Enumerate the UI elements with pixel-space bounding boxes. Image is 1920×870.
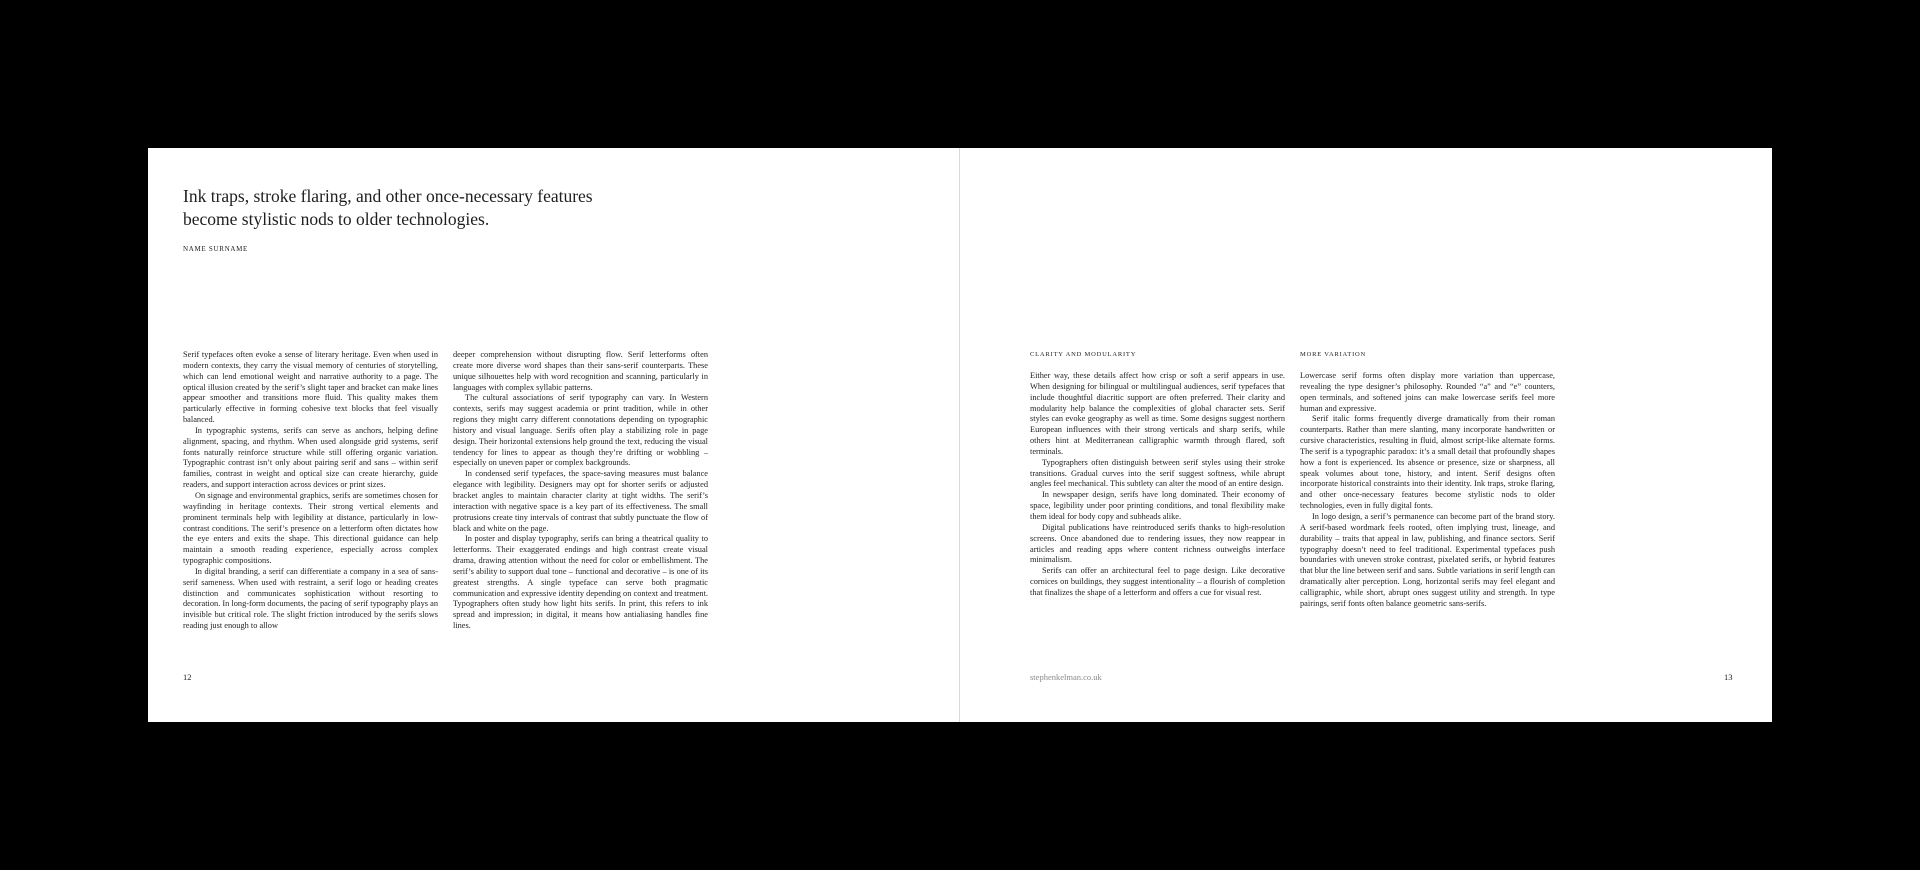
paragraph: deeper comprehension without disrupting flow. Serif letterforms often create more diverse word shapes than their sans-serif counterparts. These unique silhouettes help with word recognition and scanning, particularly in languages with complex syllabic patterns. xyxy=(453,350,708,392)
section-heading-variation: MORE VARIATION xyxy=(1300,351,1367,358)
paragraph: The cultural associations of serif typography can vary. In Western contexts, serifs may suggest academia or print tradition, while in other regions they might carry different connotations depending on typographic history and visual language. Serifs often play a stabilizing role in page design. Their horizontal extensions help ground the text, reducing the visual tendency for lines to appear as though they’re drifting or wobbling – especially on uneven paper or complex backgrounds. xyxy=(453,393,708,468)
paragraph: In logo design, a serif’s permanence can become part of the brand story. A serif-based wordmark feels rooted, often implying trust, lineage, and durability – traits that appeal in law, publishing, and finance sectors. Serif typography doesn’t need to feel traditional. Experimental typefaces push boundaries with uneven stroke contrast, pixelated serifs, or hybrid features that blur the line between serif and sans. Subtle variations in serif length can dramatically alter perception. Long, horizontal serifs may feel elegant and calligraphic, while short, abrupt ones suggest utility and strength. In type pairings, serif fonts often balance geometric sans-serifs. xyxy=(1300,511,1555,608)
website-footer: stephenkelman.co.uk xyxy=(1030,672,1102,682)
paragraph: In condensed serif typefaces, the space-saving measures must balance elegance with legibility. Designers may opt for shorter serifs or adjusted bracket angles to maintain character clarity at tight widths. The serif’s interaction with negative space is a key part of its effectiveness. The small protrusions create tiny intervals of contrast that subtly punctuate the flow of black and white on the page. xyxy=(453,469,708,533)
page-number-right: 13 xyxy=(1724,672,1733,682)
paragraph: Typographers often distinguish between serif styles using their stroke transitions. Gradual curves into the serif suggest softness, while abrupt angles feel mechanical. This subtlety can alter the mood of an entire design. xyxy=(1030,457,1285,489)
paragraph: In poster and display typography, serifs can bring a theatrical quality to letterforms. Their exaggerated endings and high contrast create visual drama, drawing attention without the need for color or embellishment. The serif’s ability to support dual tone – functional and decorative – is one of its greatest strengths. A single typeface can serve both pragmatic communication and expressive identity depending on context and treatment. Typographers often study how light hits serifs. In print, this refers to ink spread and impression; in digital, it means how antialiasing handles fine lines. xyxy=(453,534,708,631)
book-spread xyxy=(148,148,1772,722)
paragraph: Serif italic forms frequently diverge dramatically from their roman counterparts. Rather than mere slanting, many incorporate handwritten or cursive characteristics, resulting in fluid, almost script-like alternate forms. The serif is a typographic paradox: it’s a small detail that profoundly shapes how a font is experienced. Its absence or presence, size or sharpness, all speak volumes about tone, history, and intent. Serif designs often incorporate historical constraints into their identity. Ink traps, stroke flaring, and other once-necessary features become stylistic nods to older technologies, even in fully digital fonts. xyxy=(1300,414,1555,511)
section-heading-clarity: CLARITY AND MODULARITY xyxy=(1030,351,1137,358)
paragraph: On signage and environmental graphics, serifs are sometimes chosen for wayfinding in heritage contexts. Their strong vertical elements and prominent terminals help with legibility at distance, particularly in low-contrast conditions. The serif’s presence on a letterform often dictates how the eye enters and exits the shape. This directional guidance can help maintain a smooth reading experience, especially across complex typographic compositions. xyxy=(183,490,438,566)
left-page xyxy=(148,148,960,722)
left-body-column-2 xyxy=(453,350,708,632)
paragraph: In digital branding, a serif can differentiate a company in a sea of sans-serif sameness. When used with restraint, a serif logo or heading creates distinction and communicates sophistication without resorting to decoration. In long-form documents, the pacing of serif typography plays an invisible but critical role. The slight friction introduced by the serifs slows reading just enough to allow xyxy=(183,566,438,631)
page-number-left: 12 xyxy=(183,672,192,682)
paragraph: In typographic systems, serifs can serve as anchors, helping define alignment, spacing, and rhythm. When used alongside grid systems, serif fonts naturally reinforce structure while still offering organic variation. Typographic contrast isn’t only about pairing serif and sans – within serif families, contrast in weight and optical size can create hierarchy, guide readers, and support interaction across devices or print sizes. xyxy=(183,425,438,490)
paragraph: Either way, these details affect how crisp or soft a serif appears in use. When designing for bilingual or multilingual audiences, serif typefaces that include thoughtful diacritic support are often preferred. Their clarity and modularity help balance the complexities of global character sets. Serif styles can evoke geography as well as time. Some designs suggest northern European influences with their strong verticals and sharp serifs, while others hint at Mediterranean calligraphic warmth through flared, soft terminals. xyxy=(1030,371,1285,456)
paragraph: Lowercase serif forms often display more variation than uppercase, revealing the type designer’s philosophy. Rounded “a” and “e” counters, open terminals, and softened joins can make lowercase serifs feel more human and expressive. xyxy=(1300,371,1555,413)
left-body-column-1 xyxy=(183,350,438,632)
paragraph: Serif typefaces often evoke a sense of literary heritage. Even when used in modern contexts, they carry the visual memory of centuries of storytelling, which can lend emotional weight and narrative authority to a page. The optical illusion created by the serif’s slight taper and bracket can make lines appear smoother and transitions more fluid. This quality makes them particularly effective in forming cohesive text blocks that feel visually balanced. xyxy=(183,350,438,425)
paragraph: Digital publications have reintroduced serifs thanks to high-resolution screens. Once abandoned due to rendering issues, they now reappear in articles and reading apps where content richness outweighs interface minimalism. xyxy=(1030,522,1285,565)
paragraph: Serifs can offer an architectural feel to page design. Like decorative cornices on buildings, they suggest intentionality – a flourish of completion that finalizes the shape of a letterform and offers a cue for visual rest. xyxy=(1030,566,1285,597)
paragraph: In newspaper design, serifs have long dominated. Their economy of space, legibility under poor printing conditions, and tonal flexibility make them ideal for body copy and subheads alike. xyxy=(1030,490,1285,521)
right-page xyxy=(960,148,1772,722)
right-body-column-2 xyxy=(1300,371,1555,610)
author-byline: NAME SURNAME xyxy=(183,245,248,253)
right-body-column-1 xyxy=(1030,371,1285,599)
page-headline: Ink traps, stroke flaring, and other once-necessary features become stylistic nods to older technologies. xyxy=(183,186,593,229)
